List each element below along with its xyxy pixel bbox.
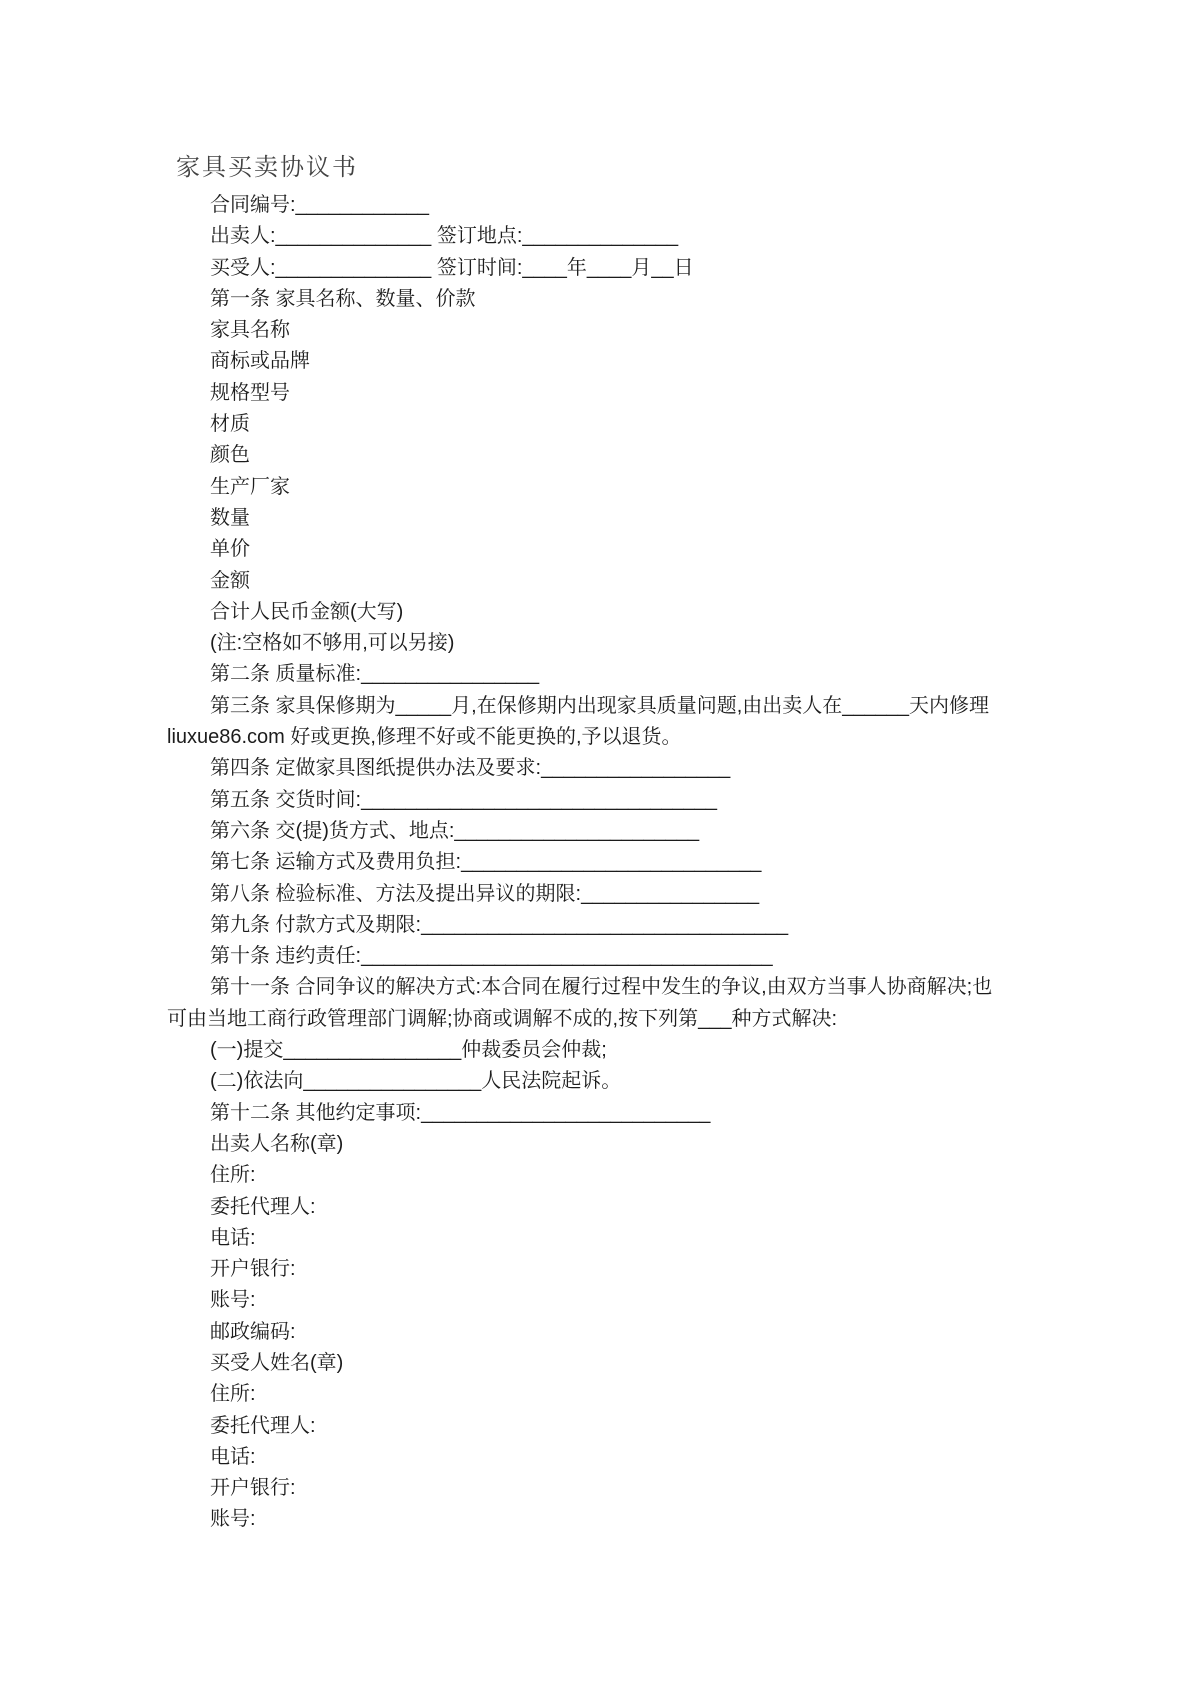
document-line: 第九条 付款方式及期限:_________________________________: [210, 913, 789, 936]
document-line: 邮政编码:: [210, 1320, 296, 1343]
document-line: (一)提交________________仲裁委员会仲裁;: [210, 1039, 607, 1062]
document-line: 账号:: [210, 1289, 256, 1312]
document-title: 家具买卖协议书: [176, 155, 358, 181]
document-line: 第八条 检验标准、方法及提出异议的期限:________________: [210, 882, 760, 905]
document-line: 第二条 质量标准:________________: [210, 663, 540, 686]
document-line: 规格型号: [210, 381, 290, 404]
document-line: 住所:: [210, 1164, 256, 1187]
document-line: 委托代理人:: [210, 1414, 316, 1437]
document-line: 材质: [210, 413, 250, 436]
document-line: 商标或品牌: [210, 350, 310, 373]
document-line: 家具名称: [210, 319, 290, 342]
document-line: 第十条 违约责任:_____________________________________: [210, 945, 773, 968]
document-line: 可由当地工商行政管理部门调解;协商或调解不成的,按下列第___种方式解决:: [167, 1007, 838, 1030]
document-line: 开户银行:: [210, 1258, 296, 1281]
document-body: [167, 190, 1190, 1536]
document-line: 第七条 运输方式及费用负担:___________________________: [210, 851, 762, 874]
document-line: 合同编号:____________: [210, 194, 430, 216]
document-line: 第十一条 合同争议的解决方式:本合同在履行过程中发生的争议,由双方当事人协商解决;也: [210, 976, 993, 999]
document-line: 数量: [210, 506, 250, 529]
document-line: 第六条 交(提)货方式、地点:______________________: [210, 819, 700, 842]
document-line: 委托代理人:: [210, 1195, 316, 1218]
document-line: (二)依法向________________人民法院起诉。: [210, 1070, 622, 1093]
document-line: 第一条 家具名称、数量、价款: [210, 287, 476, 310]
document-line: liuxue86.com 好或更换,修理不好或不能更换的,予以退货。: [167, 726, 682, 749]
document-line: 第十二条 其他约定事项:__________________________: [210, 1101, 711, 1124]
document-line: 第三条 家具保修期为_____月,在保修期内出现家具质量问题,由出卖人在______天内修理: [210, 694, 990, 717]
document-line: 单价: [210, 538, 250, 561]
document-line: 生产厂家: [210, 475, 290, 498]
document-line: 买受人:______________ 签订时间:____年____月__日: [210, 256, 694, 279]
document-line: 住所:: [210, 1383, 256, 1406]
document-line: 电话:: [210, 1226, 256, 1249]
document-line: 第五条 交货时间:________________________________: [210, 788, 718, 811]
document-line: 出卖人名称(章): [210, 1132, 344, 1155]
document-line: 金额: [210, 569, 250, 592]
document-line: (注:空格如不够用,可以另接): [210, 632, 455, 655]
document-line: 第四条 定做家具图纸提供办法及要求:_________________: [210, 757, 731, 780]
document-line: 出卖人:______________ 签订地点:______________: [210, 225, 679, 248]
document-line: 合计人民币金额(大写): [210, 600, 404, 623]
document-line: 买受人姓名(章): [210, 1351, 344, 1374]
document-line: 颜色: [210, 444, 250, 467]
document-line: 开户银行:: [210, 1477, 296, 1500]
document-line: 账号:: [210, 1508, 256, 1531]
document-line: 电话:: [210, 1445, 256, 1468]
